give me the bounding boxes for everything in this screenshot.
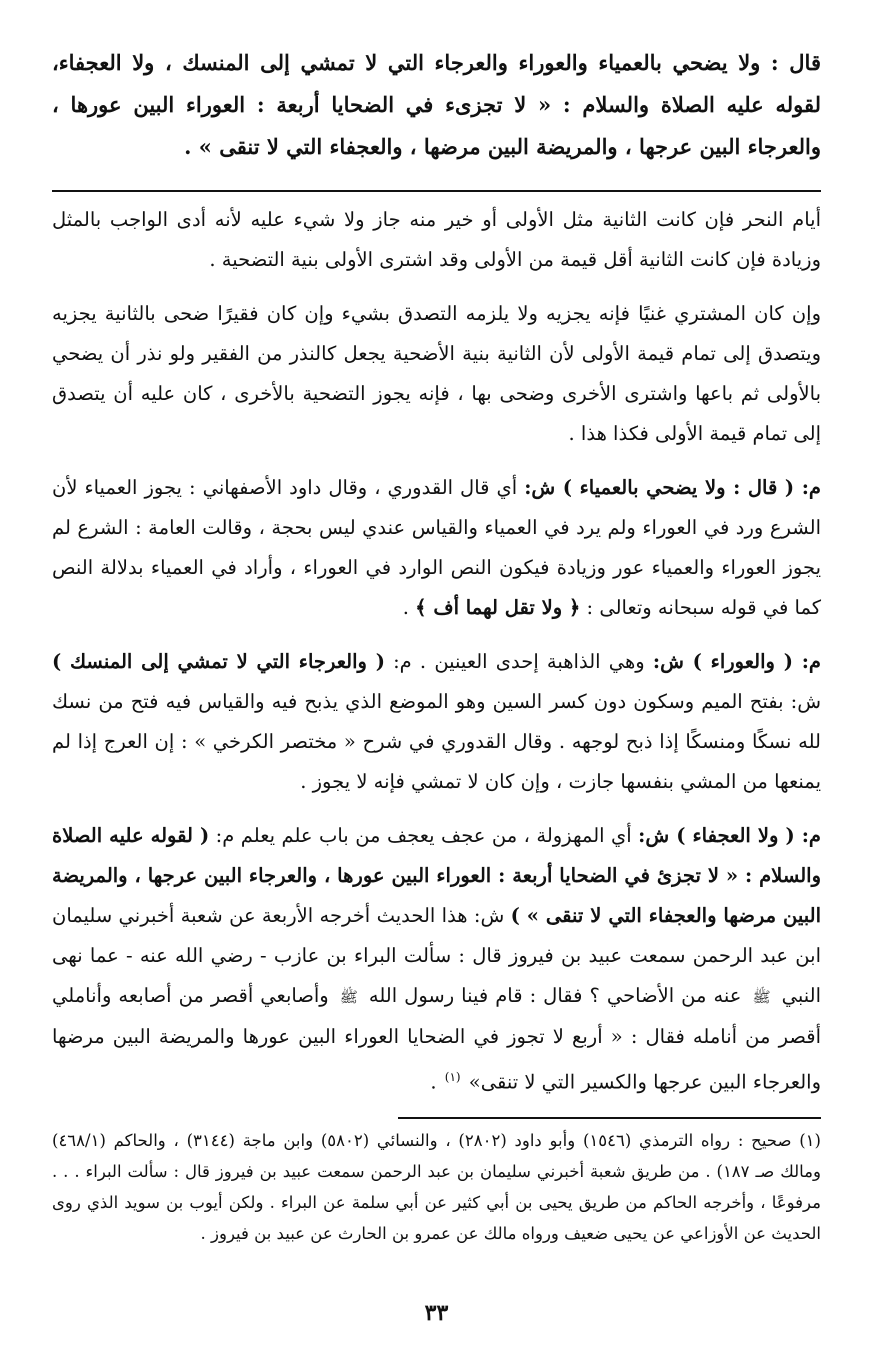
paragraph-5-text-2: ش: هذا الحديث أخرجه الأربعة عن شعبة أخبرني سليمان ابن عبد الرحمن سمعت عبيد بن فيروز قال : سألت البراء بن عازب - رضي الله عنه - عما نهى النبي	[52, 904, 821, 1007]
paragraph-3-end: .	[402, 596, 409, 619]
paragraph-4-matn: ( والعرجاء التي لا تمشي إلى المنسك )	[52, 650, 385, 673]
commentary	[52, 200, 821, 1103]
quran-quote: ﴿ ولا تقل لهما أف ﴾	[415, 596, 581, 619]
paragraph-5-matn: ( لقوله عليه الصلاة والسلام : « لا تجزئ في الضحايا أربعة : العوراء البين عورها ، والعرجاء البين عرجها ، والمريضة البين مرضها والعجفاء التي لا تنقى » )	[52, 824, 821, 927]
page-number: ٣٣	[424, 1300, 449, 1326]
paragraph-5-text-3: عنه من الأضاحي ؟ فقال : قام فينا رسول الله	[368, 984, 742, 1007]
paragraph-4-text: ش: بفتح الميم وسكون دون كسر السين وهو الموضع الذي يذبح فيه والقياس فيه فتح من نسك لله نسكًا ومنسكًا إذا ذبح لوجهه . وقال القدوري في شرح « مختصر الكرخي » : إن العرج إذا لم يمنعها من المشي بنفسها جازت ، وإن كان لا تمشي فإنه لا يجوز .	[52, 690, 821, 793]
salla-symbol: ﷺ	[752, 988, 771, 1006]
footnote	[52, 1125, 821, 1249]
paragraph-2: وإن كان المشتري غنيًا فإنه يجزيه ولا يلزمه التصدق بشيء وإن كان فقيرًا ضحى بالثانية يجزيه ويتصدق إلى تمام قيمة الأولى لأن الثانية بنية الأضحية يجعل كالنذر من الفقير ولو نذر أن يضحي بالأولى ثم باعها واشترى الأخرى وضحى بها ، فإنه يجوز التضحية بالأخرى ، كان عليه أن يتصدق إلى تمام قيمة الأولى فكذا هذا .	[52, 302, 821, 445]
footnote-rule	[398, 1117, 821, 1119]
matn-text: قال : ولا يضحي بالعمياء والعوراء والعرجاء التي لا تمشي إلى المنسك ، ولا العجفاء، لقوله عليه الصلاة والسلام : « لا تجزىء في الضحايا أربعة : العوراء البين عورها ، والعرجاء البين عرجها ، والمريضة البين مرضها ، والعجفاء التي لا تنقى » .	[52, 50, 821, 159]
salla-symbol: ﷺ	[339, 988, 358, 1006]
paragraph-5-text-4: وأصابعي أقصر من أصابعه وأناملي أقصر من أنامله فقال : « أربع لا تجوز في الضحايا العوراء البين عورها والمريضة البين مرضها والعرجاء البين عرجها والكسير التي لا تنقى»	[52, 984, 821, 1094]
footnote-ref[interactable]: (١)	[444, 1070, 461, 1084]
paragraph-3-lead: م: ( قال : ولا يضحي بالعمياء ) ش:	[524, 476, 821, 499]
separator-rule	[52, 190, 821, 192]
paragraph-4	[52, 642, 821, 802]
paragraph-3-text: أي قال القدوري ، وقال داود الأصفهاني : يجوز العمياء لأن الشرع ورد في العوراء ولم يرد في العمياء والقياس عندي ليس بحجة ، وقالت العامة : الشرع لم يجوز العوراء والعمياء عور وزيادة فيكون النص الوارد في العوراء ، وأراد في العمياء بدلالة النص كما في قوله سبحانه وتعالى :	[52, 476, 821, 619]
footnote-text: (١) صحيح : رواه الترمذي (١٥٤٦) وأبو داود (٢٨٠٢) ، والنسائي (٥٨٠٢) وابن ماجة (٣١٤٤) ، والحاكم (٤٦٨/١) ومالك صـ ١٨٧) . من طريق شعبة أخبرني سليمان بن عبد الرحمن سمعت عبيد بن فيروز قال : سألت البراء . . . مرفوعًا ، وأخرجه الحاكم من طريق يحيى بن أبي كثير عن أبي سلمة عن البراء . ولكن أيوب بن سويد الذي روى الحديث عن الأوزاعي عن يحيى ضعيف ورواه مالك عن عمرو بن الحارث عن عبيد بن فيروز .	[52, 1130, 821, 1243]
paragraph-5	[52, 816, 821, 1103]
paragraph-3	[52, 468, 821, 628]
paragraph-1: أيام النحر فإن كانت الثانية مثل الأولى أو خير منه جاز ولا شيء عليه لأنه أدى الواجب بالمثل وزيادة فإن كانت الثانية أقل قيمة من الأولى وقد اشترى الأولى بنية التضحية .	[52, 208, 821, 271]
paragraph-5-text-1: أي المهزولة ، من عجف يعجف من باب علم يعلم م:	[209, 824, 632, 847]
paragraph-5-end: .	[430, 1070, 437, 1094]
paragraph-4-mid: وهي الذاهبة إحدى العينين . م:	[384, 650, 645, 673]
paragraph-5-lead: م: ( ولا العجفاء ) ش:	[638, 824, 822, 847]
paragraph-4-lead: م: ( والعوراء ) ش:	[652, 650, 821, 673]
